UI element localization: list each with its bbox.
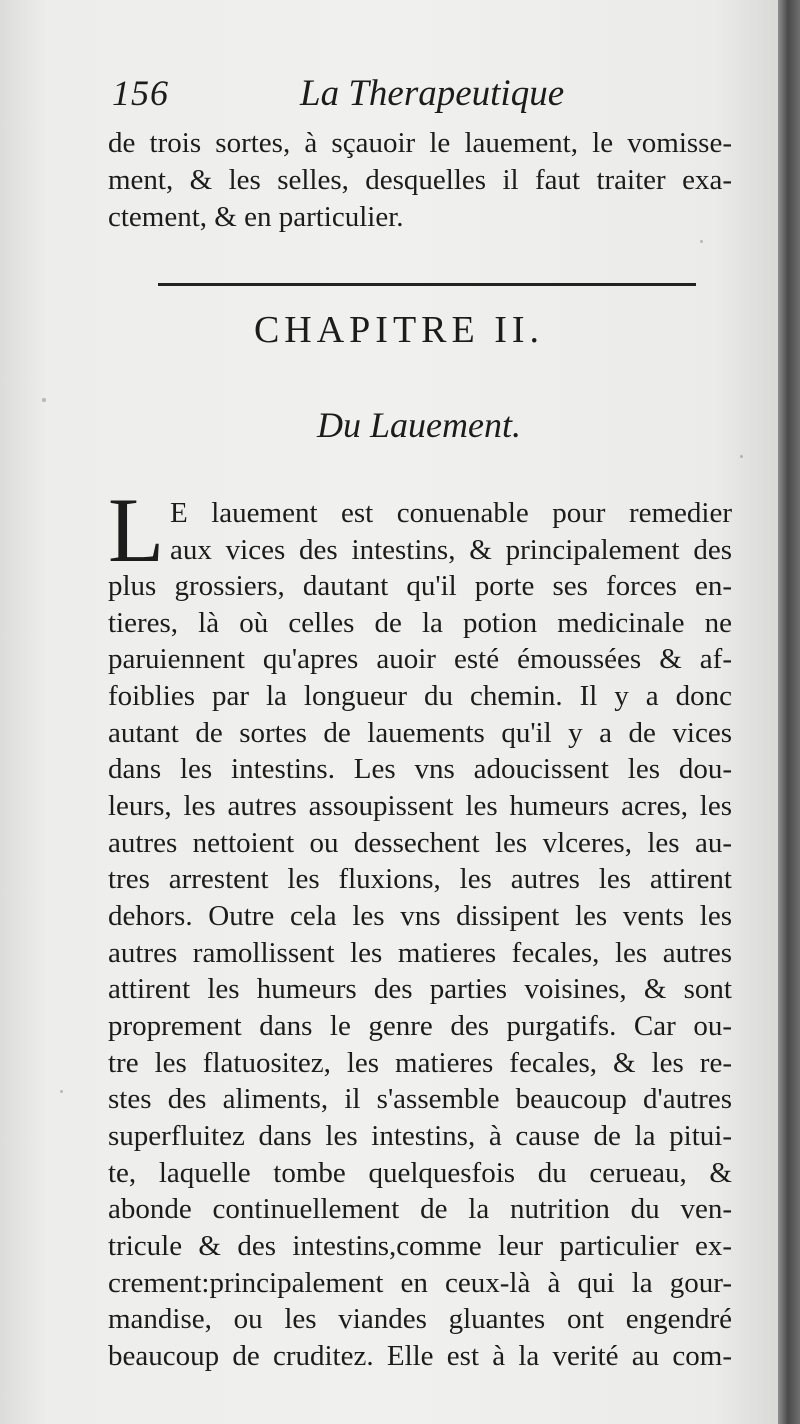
body-line: plus grossiers, dautant qu'il porte ses forces en- xyxy=(108,570,732,602)
body-line: tricule & des intestins,comme leur particulier ex- xyxy=(108,1230,732,1262)
body-line: autres ramollissent les matieres fecales, les autres xyxy=(108,937,732,969)
body-line: abonde continuellement de la nutrition du ven- xyxy=(108,1193,732,1225)
body-line: leurs, les autres assoupissent les humeurs acres, les xyxy=(108,790,732,822)
intro-line: ment, & les selles, desquelles il faut traiter exa- xyxy=(108,164,732,196)
body-line: E lauement est conuenable pour remedier xyxy=(170,497,732,529)
body-line: dans les intestins. Les vns adoucissent les dou- xyxy=(108,753,732,785)
body-line: autres nettoient ou dessechent les vlceres, les au- xyxy=(108,827,732,859)
intro-line: de trois sortes, à sçauoir le lauement, le vomisse- xyxy=(108,127,732,159)
running-head xyxy=(112,72,612,122)
body-line: tres arrestent les fluxions, les autres les attirent xyxy=(108,863,732,895)
body-line: tre les flatuositez, les matieres fecales, & les re- xyxy=(108,1047,732,1079)
body-line: crement:principalement en ceux-là à qui la gour- xyxy=(108,1267,732,1299)
body-line: beaucoup de cruditez. Elle est à la verité au com- xyxy=(108,1340,732,1372)
body-line: mandise, ou les viandes gluantes ont engendré xyxy=(108,1303,732,1335)
body-line: dehors. Outre cela les vns dissipent les vents les xyxy=(108,900,732,932)
drop-cap: L xyxy=(108,479,165,581)
body-line: paruiennent qu'apres auoir esté émoussées & af- xyxy=(108,643,732,675)
paper-speck xyxy=(60,1090,63,1093)
body-line: foiblies par la longueur du chemin. Il y a donc xyxy=(108,680,732,712)
section-rule xyxy=(158,283,696,286)
running-title: La Therapeutique xyxy=(300,73,565,114)
body-line: aux vices des intestins, & principalement des xyxy=(170,534,732,566)
chapter-subtitle: Du Lauement. xyxy=(317,405,521,445)
page-number: 156 xyxy=(112,73,169,113)
body-line: tieres, là où celles de la potion medicinale ne xyxy=(108,607,732,639)
paper-speck xyxy=(740,455,743,458)
body-line: autant de sortes de lauements qu'il y a de vices xyxy=(108,717,732,749)
paper-speck xyxy=(700,240,703,243)
binding-gutter xyxy=(778,0,800,1424)
body-line: proprement dans le genre des purgatifs. Car ou- xyxy=(108,1010,732,1042)
chapter-heading: CHAPITRE II. xyxy=(253,309,545,351)
body-line: attirent les humeurs des parties voisines, & sont xyxy=(108,973,732,1005)
body-line: te, laquelle tombe quelquesfois du cerueau, & xyxy=(108,1157,732,1189)
intro-line: ctement, & en particulier. xyxy=(108,201,404,233)
paper-speck xyxy=(42,398,46,402)
body-line: superfluitez dans les intestins, à cause de la pitui- xyxy=(108,1120,732,1152)
body-line: stes des aliments, il s'assemble beaucoup d'autres xyxy=(108,1083,732,1115)
